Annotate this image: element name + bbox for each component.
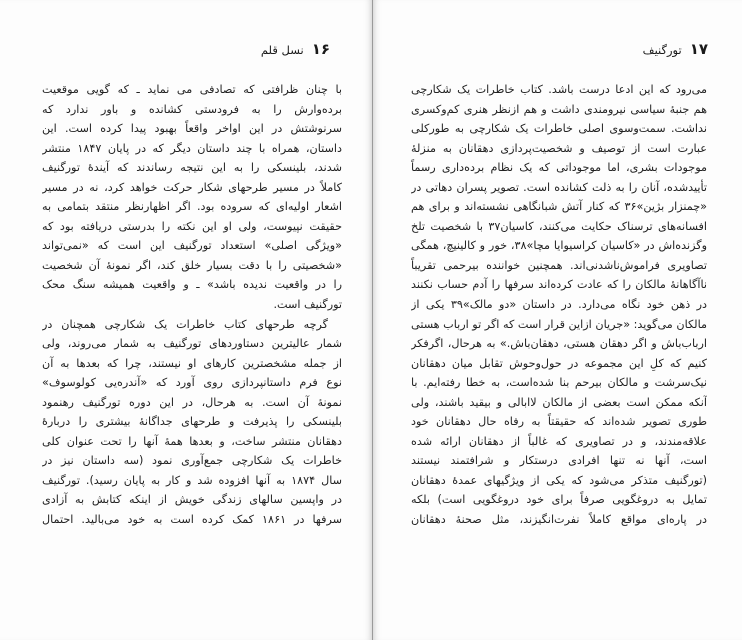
text-line: ارباب‌باش و اگر دهقان هستی، دهقان‌باش.» به هرحال، اگرفکر (411, 337, 707, 351)
left-page-running-title: نسل قلم (260, 43, 304, 57)
text-line: دهقانان منتشر ساخت، و بعدها همهٔ آنها را تحت عنوان کلی (42, 434, 342, 448)
right-page (373, 0, 742, 640)
text-line: در ذهن خود نگاه می‌دارد. در داستان «دو مالک»۳۹ یکی از (411, 298, 707, 312)
text-line: است، آنها نه تنها افرادی درستکار و شرافتمند نیستند (411, 454, 707, 468)
text-line: «ویژگی اصلی» استعداد تورگنیف این است که «نمی‌تواند (42, 239, 342, 253)
right-page-header (643, 40, 708, 60)
right-page-number: ۱۷ (689, 40, 708, 58)
text-line: آنکه ممکن است بعضی از مالکان لاابالی و بیقید باشند، ولی (411, 395, 707, 409)
text-line: افسانه‌های ترسناک حکایت می‌کنند، کاسیان۳۷ با شخصیت تلخ (411, 219, 707, 233)
text-line: طوری تصویر شده‌اند که حقیقتاً به رفاه حال دهقانان خود (411, 415, 707, 429)
text-line: تمایل به دروغگویی صرفاً برای خود دروغگویی است) بلکه (411, 493, 707, 507)
text-line: سال ۱۸۷۴ به آنها افزوده شد و کار به پایان رسید). تورگنیف (42, 473, 342, 487)
text-line: کاملاً در مسیر طرحهای شکار حرکت خواهد کرد، نه در مسیر (42, 180, 342, 194)
text-line: تورگنیف است. (273, 298, 342, 312)
text-line: تصاویری فراموش‌ناشدنی‌اند. همچنین خواننده بیرحمی تقریباً (411, 258, 707, 272)
left-page-number: ۱۶ (311, 40, 330, 58)
text-line: وگزنده‌اش در «کاسیان کراسیوایا مچا»۳۸، خور و کالینیچ، همگی (411, 239, 707, 253)
text-line: نوع فرم داستانپردازی روی آورد که «آندره‌یی کولوسوف» (42, 376, 342, 390)
right-page-body (411, 80, 707, 530)
text-line: ناآگاهانهٔ مالکان را که عادت کرده‌اند سرفها را آدم حساب نکنند (411, 278, 707, 292)
text-line: اشعار اولیه‌ای که سروده بود. اگر اظهارنظر منتقد بتمامی به (42, 200, 342, 214)
text-line: گرچه طرحهای کتاب خاطرات یک شکارچی همچنان در (42, 317, 328, 331)
left-page-header (261, 40, 330, 60)
text-line: «شخصیتی را با دقت بسیار خلق کند، اگر نمونهٔ آن شخصیت (42, 258, 342, 272)
text-line: بلینسکی را پذیرفت و طرحهای جداگانهٔ بیشتری را دربارهٔ (42, 415, 342, 429)
text-line: خاطرات یک شکارچی جمع‌آوری نمود (سه داستان نیز در (42, 454, 342, 468)
text-line: برده‌وارش را به فرودستی کشانده و باور ندارد که (42, 102, 342, 116)
text-line: سرنوشتش در این اواخر واقعاً بهبود پیدا کرده است. این (42, 122, 342, 136)
text-line: با چنان ظرافتی که تصادفی می نماید ـ که گویی موقعیت (42, 83, 342, 96)
right-page-running-title: تورگنیف (642, 43, 682, 57)
text-line: مالکان می‌گوید: «جریان ازاین قرار است که اگر تو ارباب هستی (411, 317, 707, 331)
text-line: را در واقعیت ندیده باشد» ـ و واقعیت همیشه سنگ محک (42, 278, 342, 292)
left-page-body (42, 80, 342, 530)
text-line: شدند، بلینسکی را به این نتیجه رساندند که آیندهٔ تورگنیف (42, 161, 342, 175)
text-line: هم جنبهٔ سیاسی نیرومندی داشت و هم ازنظر هنری کم‌وکسری (411, 102, 707, 116)
text-line: علاقه‌مندند، و در تصاویری که غالباً از دهقانان ارائه شده (411, 434, 707, 448)
text-line: کنیم که کلِ این مجموعه در حول‌وحوش تقابل میان دهقانان (411, 356, 707, 370)
text-line: در پاره‌ای مواقع کاملاً نفرت‌انگیزند، مثل صحنهٔ دهقانان (411, 513, 707, 527)
text-line: می‌رود که این ادعا درست باشد. کتاب خاطرات یک شکارچی (411, 83, 707, 96)
text-line: حقیقت نپیوست، ولی او این نکته را بدرستی دریافته بود که (42, 219, 342, 233)
text-line: نداشت. سمت‌وسوی اصلی خاطرات یک شکارچی به طورکلی (411, 122, 707, 136)
text-line: نیک‌سرشت و مالکان بیرحم بنا شده‌است، به خطا رفته‌ایم. با (411, 376, 707, 390)
text-line: عبارت است از توصیف و شخصیت‌پردازی دهقانان به منزلهٔ (411, 141, 707, 155)
text-line: سرفها در ۱۸۶۱ کمک کرده است به خود می‌بالید. احتمال (42, 513, 342, 527)
text-line: (تورگنیف متذکر می‌شود که یکی از ویژگیهای عمدهٔ دهقانان (411, 473, 707, 487)
text-line: «چمنزار بژین»۳۶ که کنار آتش شبانگاهی نشسته‌اند و برای هم (411, 200, 707, 214)
text-line: داستان، همراه با چند داستان دیگر که در پایان ۱۸۴۷ منتشر (42, 141, 342, 155)
text-line: نمونهٔ آن است. به هرحال، در این دوره تورگنیف رهنمود (42, 395, 342, 409)
text-line: از جمله مشخصترین کارهای او نیستند، چرا که بعدها به آن (42, 356, 342, 370)
text-line: در واپسین سالهای زندگی خویش از اینکه کتابش به آزادی (42, 493, 342, 507)
text-line: تأییدشده، آنان را به ذلت کشانده است. تصویر پسران دهاتی در (411, 180, 707, 194)
text-line: شمار عالیترین دستاوردهای تورگنیف به شمار می‌روند، ولی (42, 337, 342, 351)
text-line: موجودات بشری، اما موجوداتی که یک نظام برده‌داری رسماً (411, 161, 707, 175)
